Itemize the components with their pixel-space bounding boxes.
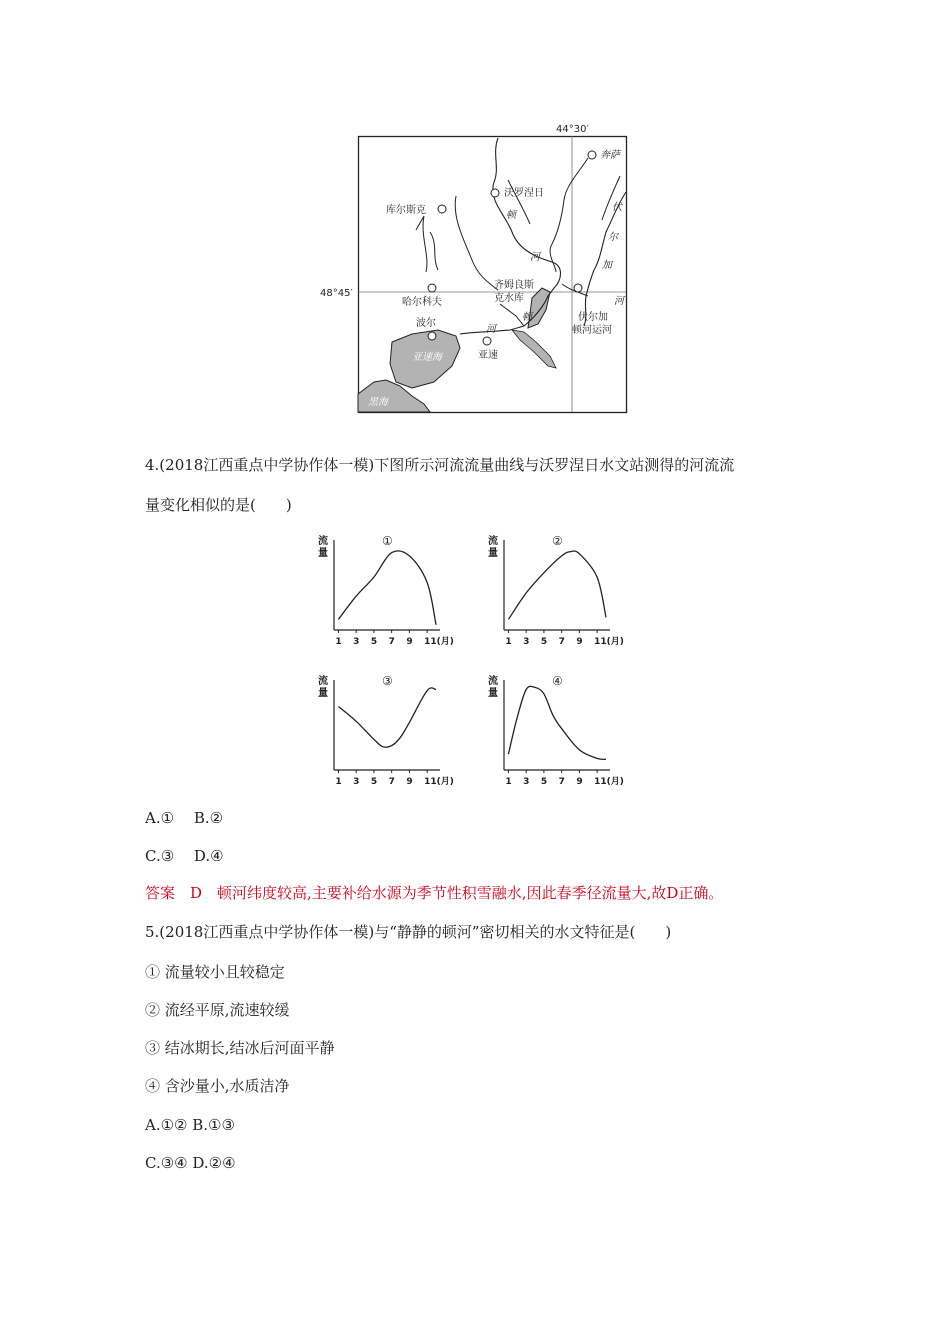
y-axis-label-char: 流 xyxy=(488,536,498,547)
q4-options-row1: A.① B.② xyxy=(145,809,224,827)
x-tick-label: 11(月) xyxy=(594,637,624,647)
x-tick-label: 5 xyxy=(540,777,548,787)
city-label-azov: 亚速 xyxy=(478,350,498,361)
x-tick-label: 5 xyxy=(370,637,378,647)
don-label-2: 顿 xyxy=(522,312,532,323)
y-axis-label-char: 量 xyxy=(318,688,328,699)
x-tick-label: 3 xyxy=(353,777,360,787)
x-tick-label: 9 xyxy=(406,777,413,787)
canal-label-2: 顿河运河 xyxy=(572,325,612,336)
x-tick-label: 7 xyxy=(558,637,565,647)
q5-options-row2: C.③④ D.②④ xyxy=(145,1154,236,1172)
volga-label-fu: 伏 xyxy=(612,202,622,213)
q4-answer: 答案 D 顿河纬度较高,主要补给水源为季节性积雪融水,因此春季径流量大,故D正确。 xyxy=(145,884,724,902)
river-map xyxy=(320,120,630,416)
x-tick-label: 3 xyxy=(523,777,530,787)
chart-3 xyxy=(316,670,466,794)
flow-curve xyxy=(338,551,436,625)
x-tick-label: 11(月) xyxy=(424,777,454,787)
x-tick-label: 9 xyxy=(406,637,413,647)
city-marker-kursk xyxy=(438,205,446,213)
y-axis-label-char: 量 xyxy=(488,548,498,559)
x-tick-label: 7 xyxy=(388,637,395,647)
canal-label-1: 伏尔加 xyxy=(578,312,608,323)
q5-item-1: ① 流量较小且较稳定 xyxy=(145,963,285,981)
q5-stem: 5.(2018江西重点中学协作体一模)与“静静的顿河”密切相关的水文特征是( ) xyxy=(145,923,672,941)
tributary-4 xyxy=(550,158,588,272)
y-axis-label-char: 流 xyxy=(488,676,498,687)
lon-label: 44°30′ xyxy=(556,124,589,135)
he-label-2: 河 xyxy=(486,324,496,335)
volga-label-jia: 加 xyxy=(602,260,612,271)
chart-title: ② xyxy=(552,534,563,548)
tributary-3 xyxy=(430,232,438,270)
sea-label-azov: 亚速海 xyxy=(412,352,442,363)
volga-label-he: 河 xyxy=(614,296,624,307)
city-marker-boer xyxy=(428,332,436,340)
y-axis-label-char: 流 xyxy=(318,676,328,687)
x-tick-label: 3 xyxy=(523,637,530,647)
chart-2 xyxy=(486,530,636,654)
q5-item-3: ③ 结冰期长,结冰后河面平静 xyxy=(145,1039,335,1057)
x-tick-label: 3 xyxy=(353,637,360,647)
x-tick-label: 7 xyxy=(558,777,565,787)
x-tick-label: 11(月) xyxy=(424,637,454,647)
chart-title: ③ xyxy=(382,674,393,688)
flow-curve xyxy=(508,551,606,619)
volga-label-er: 尔 xyxy=(608,232,618,243)
tributary-2 xyxy=(416,216,427,272)
y-axis-label-char: 量 xyxy=(318,548,328,559)
q5-options-row1: A.①② B.①③ xyxy=(145,1116,235,1134)
x-tick-label: 5 xyxy=(370,777,378,787)
lat-label: 48°45′ xyxy=(320,288,353,299)
x-tick-label: 7 xyxy=(388,777,395,787)
city-marker-voronezh xyxy=(491,189,499,197)
chart-title: ④ xyxy=(552,674,563,688)
city-marker-canal xyxy=(574,284,582,292)
city-marker-azov xyxy=(483,337,491,345)
city-marker-bensa xyxy=(588,151,596,159)
lower-don-channel xyxy=(512,330,556,368)
flow-curve xyxy=(508,686,606,759)
tributary-1 xyxy=(455,196,498,290)
y-axis-label-char: 流 xyxy=(318,536,328,547)
don-label-1: 顿 xyxy=(506,210,516,221)
city-label-voronezh: 沃罗涅日 xyxy=(504,188,544,199)
city-label-kursk: 库尔斯克 xyxy=(386,205,426,216)
he-label-1: 河 xyxy=(530,252,540,263)
q5-item-2: ② 流经平原,流速较缓 xyxy=(145,1001,290,1019)
x-tick-label: 9 xyxy=(576,637,583,647)
reservoir-label-2: 克水库 xyxy=(494,293,524,304)
sea-label-black: 黑海 xyxy=(368,397,388,408)
chart-4 xyxy=(486,670,636,794)
volga-tributary xyxy=(602,176,620,220)
city-label-boer: 波尔 xyxy=(416,318,436,329)
q4-stem-line2: 量变化相似的是( ) xyxy=(145,496,292,514)
y-axis-label-char: 量 xyxy=(488,688,498,699)
q4-options-row2: C.③ D.④ xyxy=(145,847,224,865)
x-tick-label: 1 xyxy=(505,637,512,647)
q4-stem-line1: 4.(2018江西重点中学协作体一模)下图所示河流流量曲线与沃罗涅日水文站测得的河流流 xyxy=(145,456,735,474)
x-tick-label: 1 xyxy=(335,637,342,647)
x-tick-label: 1 xyxy=(335,777,342,787)
chart-1 xyxy=(316,530,466,654)
flow-curve xyxy=(338,688,436,747)
chart-title: ① xyxy=(382,534,393,548)
city-label-kharkiv: 哈尔科夫 xyxy=(402,297,442,308)
city-label-bensa: 奔萨 xyxy=(600,150,620,161)
x-tick-label: 1 xyxy=(505,777,512,787)
city-marker-kharkiv xyxy=(428,284,436,292)
x-tick-label: 11(月) xyxy=(594,777,624,787)
x-tick-label: 5 xyxy=(540,637,548,647)
q5-item-4: ④ 含沙量小,水质洁净 xyxy=(145,1077,290,1095)
reservoir-label-1: 齐姆良斯 xyxy=(494,280,534,291)
tributary-6 xyxy=(500,304,524,326)
x-tick-label: 9 xyxy=(576,777,583,787)
